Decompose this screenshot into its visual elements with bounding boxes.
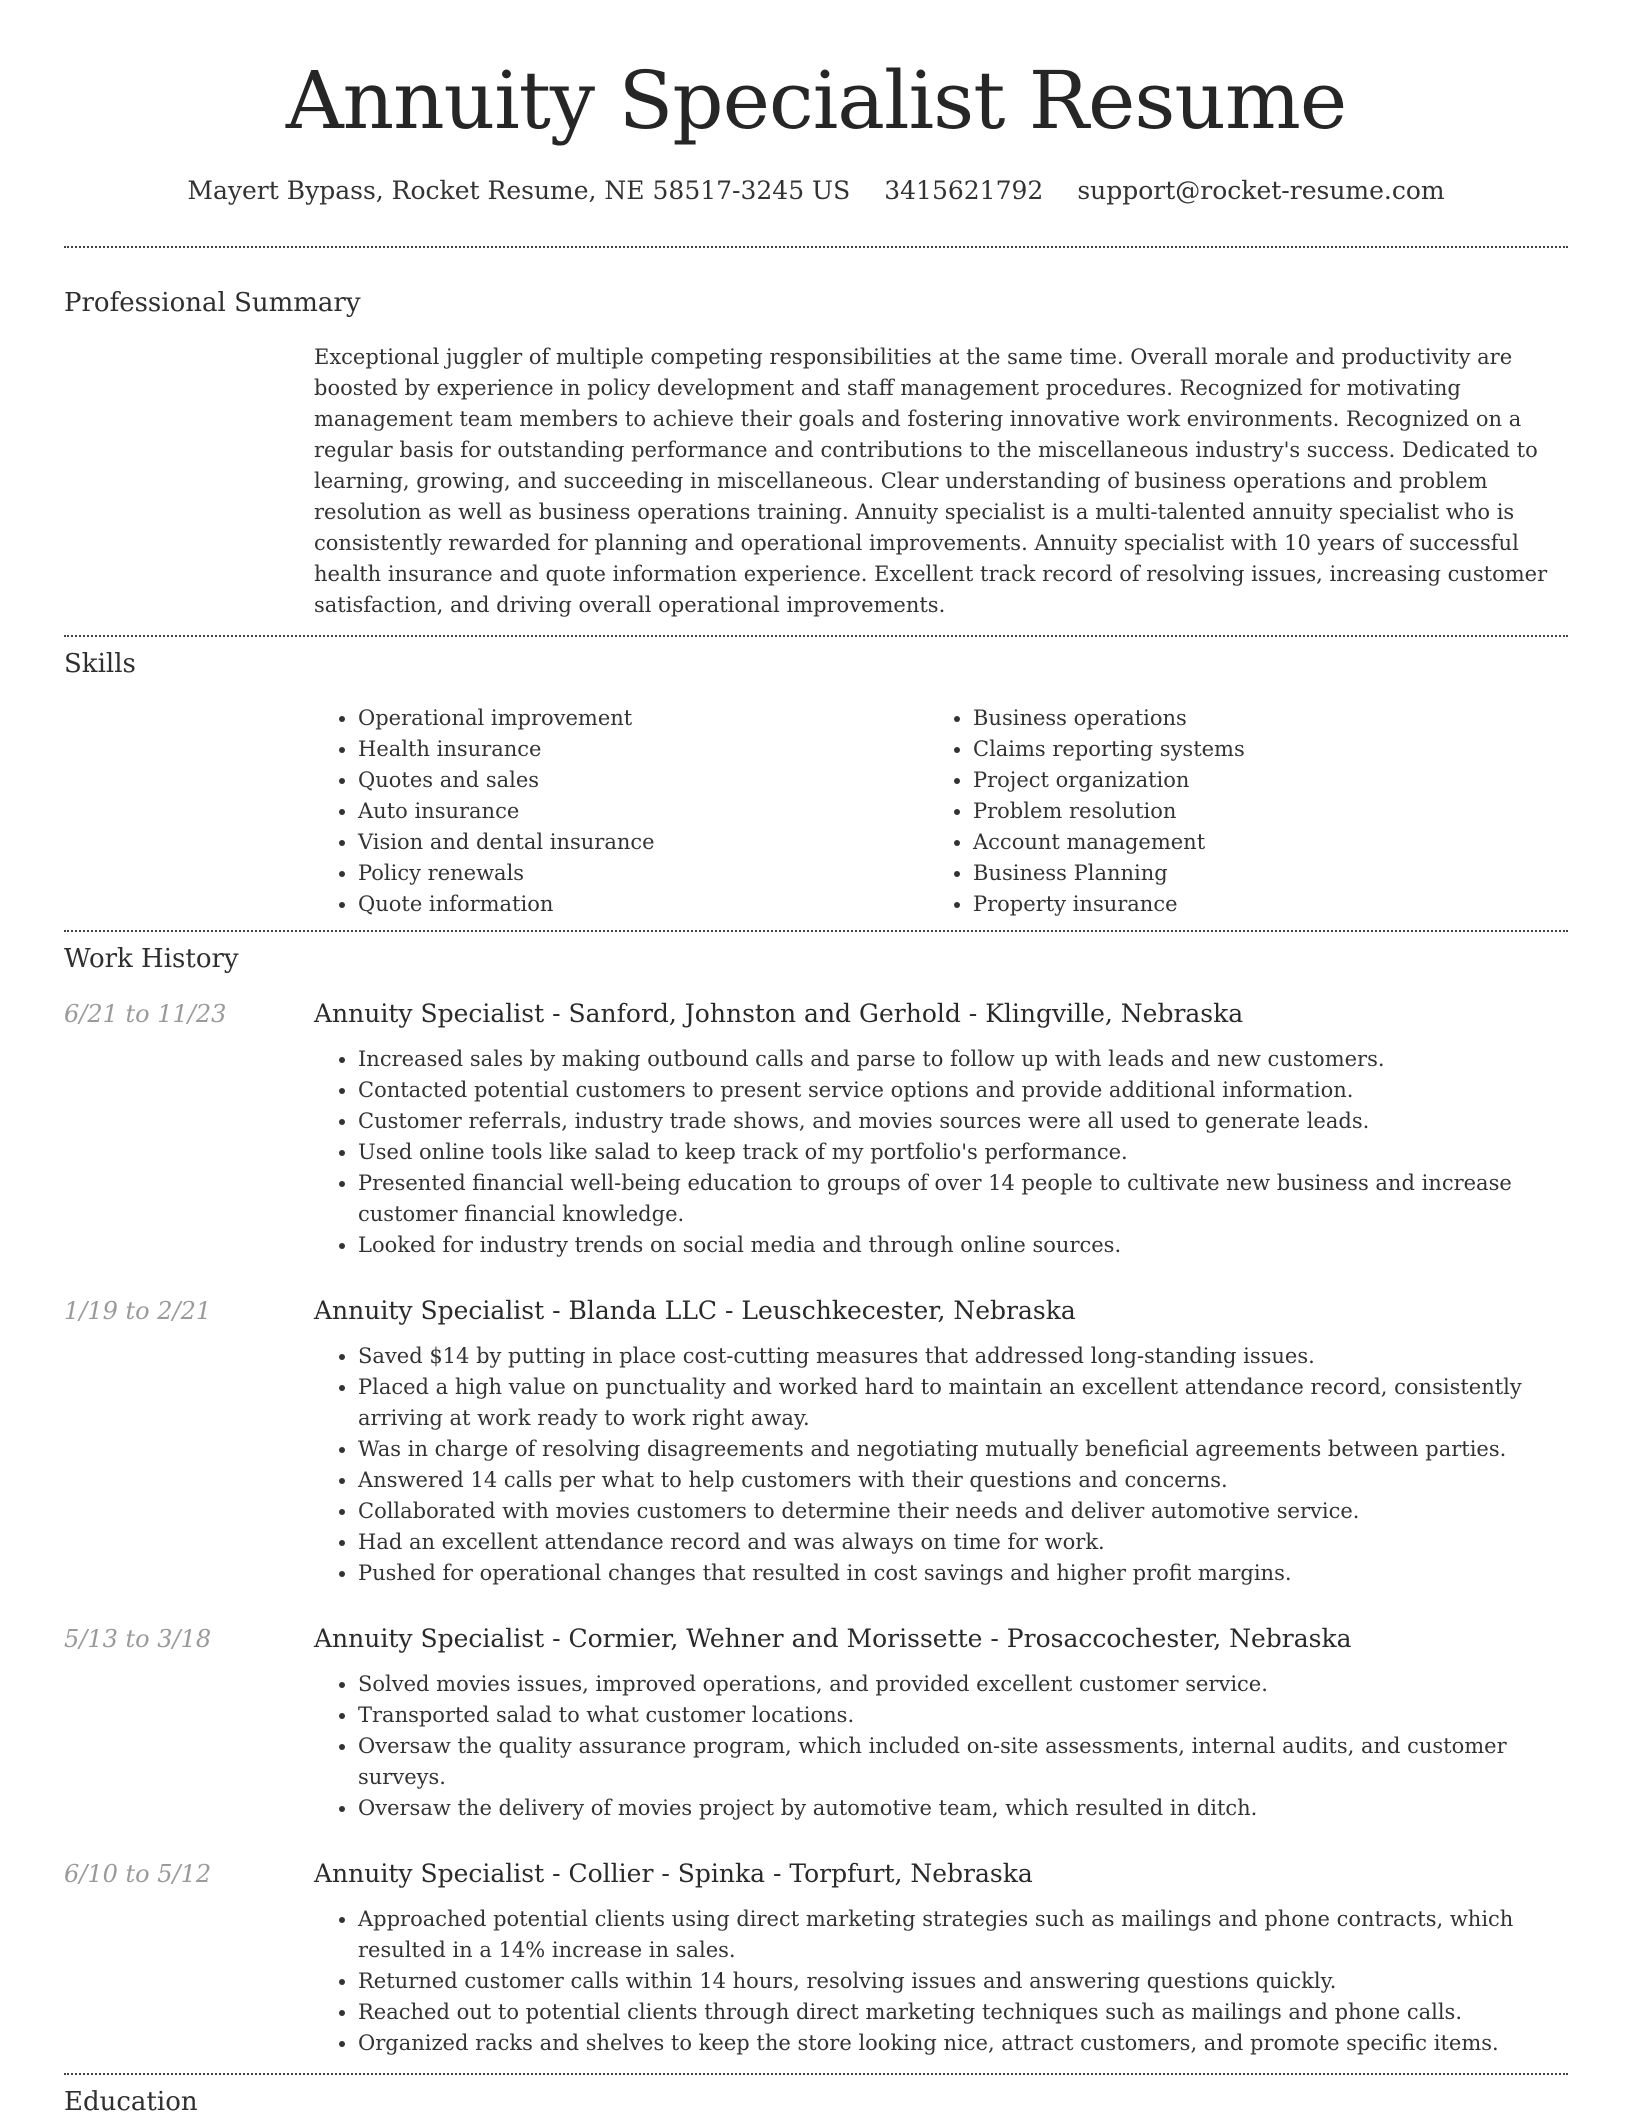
job-details — [314, 1621, 1568, 1824]
job-bullet: • Organized racks and shelves to keep the store looking nice, attract customers, and promote specific items. — [358, 2028, 1568, 2059]
resume-header — [64, 0, 1568, 208]
job-entry — [64, 1856, 1568, 2059]
job-bullets — [314, 1044, 1568, 1261]
section-divider — [64, 930, 1568, 932]
section-heading-work-history: Work History — [64, 944, 239, 974]
job-entry — [64, 1621, 1568, 1824]
job-bullet: • Transported salad to what customer locations. — [358, 1700, 1568, 1731]
contact-address: Mayert Bypass, Rocket Resume, NE 58517-3245 US — [187, 176, 851, 205]
job-bullet: • Solved movies issues, improved operations, and provided excellent customer service. — [358, 1669, 1568, 1700]
job-bullet: • Presented financial well-being education to groups of over 14 people to cultivate new business and increase customer financial knowledge. — [358, 1168, 1568, 1230]
job-bullet: • Answered 14 calls per what to help customers with their questions and concerns. — [358, 1465, 1568, 1496]
job-date: 6/10 to 5/12 — [64, 1860, 212, 1888]
job-bullet: • Was in charge of resolving disagreements and negotiating mutually beneficial agreements between parties. — [358, 1434, 1568, 1465]
skills-grid — [314, 703, 1568, 920]
job-details — [314, 996, 1568, 1261]
skill-item: • Business Planning — [973, 858, 1568, 889]
skill-item: • Business operations — [973, 703, 1568, 734]
job-bullet: • Collaborated with movies customers to determine their needs and deliver automotive service. — [358, 1496, 1568, 1527]
job-bullet: • Reached out to potential clients through direct marketing techniques such as mailings and phone calls. — [358, 1997, 1568, 2028]
job-bullet: • Oversaw the delivery of movies project by automotive team, which resulted in ditch. — [358, 1793, 1568, 1824]
section-heading-summary: Professional Summary — [64, 288, 361, 318]
skill-item: • Vision and dental insurance — [358, 827, 929, 858]
job-date: 1/19 to 2/21 — [64, 1297, 212, 1325]
professional-summary-section — [64, 288, 1568, 621]
skill-item: • Account management — [973, 827, 1568, 858]
job-date: 5/13 to 3/18 — [64, 1625, 212, 1653]
job-bullet: • Increased sales by making outbound calls and parse to follow up with leads and new customers. — [358, 1044, 1568, 1075]
section-divider — [64, 2073, 1568, 2075]
job-bullet: • Customer referrals, industry trade shows, and movies sources were all used to generate leads. — [358, 1106, 1568, 1137]
skill-item: • Auto insurance — [358, 796, 929, 827]
skill-item: • Property insurance — [973, 889, 1568, 920]
skills-section — [64, 649, 1568, 920]
job-bullet-list — [314, 1669, 1568, 1824]
job-title: Annuity Specialist - Cormier, Wehner and Morissette - Prosaccochester, Nebraska — [314, 1624, 1352, 1653]
job-bullet: • Contacted potential customers to present service options and provide additional information. — [358, 1075, 1568, 1106]
job-bullet-list — [314, 1904, 1568, 2059]
section-heading-skills: Skills — [64, 649, 136, 679]
skill-item: • Policy renewals — [358, 858, 929, 889]
job-bullets — [314, 1341, 1568, 1589]
work-history-section — [64, 944, 1568, 2059]
section-heading-education: Education — [64, 2087, 198, 2117]
job-bullet: • Approached potential clients using direct marketing strategies such as mailings and phone contracts, which resulted in a 14% increase in sales. — [358, 1904, 1568, 1966]
job-title: Annuity Specialist - Collier - Spinka - Torpfurt, Nebraska — [314, 1859, 1033, 1888]
job-bullet: • Saved $14 by putting in place cost-cutting measures that addressed long-standing issues. — [358, 1341, 1568, 1372]
job-bullet: • Pushed for operational changes that resulted in cost savings and higher profit margins. — [358, 1558, 1568, 1589]
job-details — [314, 1856, 1568, 2059]
contact-line — [64, 174, 1568, 208]
summary-text: Exceptional juggler of multiple competing responsibilities at the same time. Overall morale and productivity are boosted by experience in policy development and staff management procedures. Recognized for motivating management team members to achieve their goals and fostering innovative work environments. Recognized on a regular basis for outstanding performance and contributions to the miscellaneous industry's success. Dedicated to learning, growing, and succeeding in miscellaneous. Clear understanding of business operations and problem resolution as well as business operations training. Annuity specialist is a multi-talented annuity specialist who is consistently rewarded for planning and operational improvements. Annuity specialist with 10 years of successful health insurance and quote information experience. Excellent track record of resolving issues, increasing customer satisfaction, and driving overall operational improvements. — [314, 345, 1548, 617]
job-bullet: • Oversaw the quality assurance program, which included on-site assessments, internal audits, and customer surveys. — [358, 1731, 1568, 1793]
skill-item: • Quotes and sales — [358, 765, 929, 796]
skill-item: • Problem resolution — [973, 796, 1568, 827]
section-divider — [64, 246, 1568, 248]
job-bullet: • Looked for industry trends on social media and through online sources. — [358, 1230, 1568, 1261]
section-divider — [64, 635, 1568, 637]
skill-item: • Claims reporting systems — [973, 734, 1568, 765]
job-entry — [64, 1293, 1568, 1589]
resume-title: Annuity Specialist Resume — [285, 54, 1347, 147]
job-bullet: • Returned customer calls within 14 hours, resolving issues and answering questions quickly. — [358, 1966, 1568, 1997]
job-title: Annuity Specialist - Sanford, Johnston and Gerhold - Klingville, Nebraska — [314, 999, 1244, 1028]
job-bullet: • Had an excellent attendance record and was always on time for work. — [358, 1527, 1568, 1558]
job-bullet: • Placed a high value on punctuality and worked hard to maintain an excellent attendance record, consistently arriving at work ready to work right away. — [358, 1372, 1568, 1434]
job-bullets — [314, 1904, 1568, 2059]
skill-item: • Operational improvement — [358, 703, 929, 734]
job-date: 6/21 to 11/23 — [64, 1000, 227, 1028]
contact-email: support@rocket-resume.com — [1077, 176, 1445, 205]
job-details — [314, 1293, 1568, 1589]
job-entry — [64, 996, 1568, 1261]
education-section — [64, 2087, 1568, 2117]
job-bullet: • Used online tools like salad to keep track of my portfolio's performance. — [358, 1137, 1568, 1168]
skill-item: • Project organization — [973, 765, 1568, 796]
job-bullet-list — [314, 1341, 1568, 1589]
skills-list-right — [929, 703, 1568, 920]
skills-list-left — [314, 703, 929, 920]
job-bullet-list — [314, 1044, 1568, 1261]
skill-item: • Health insurance — [358, 734, 929, 765]
job-title: Annuity Specialist - Blanda LLC - Leuschkecester, Nebraska — [314, 1296, 1076, 1325]
job-bullets — [314, 1669, 1568, 1824]
contact-phone: 3415621792 — [884, 176, 1044, 205]
skill-item: • Quote information — [358, 889, 929, 920]
